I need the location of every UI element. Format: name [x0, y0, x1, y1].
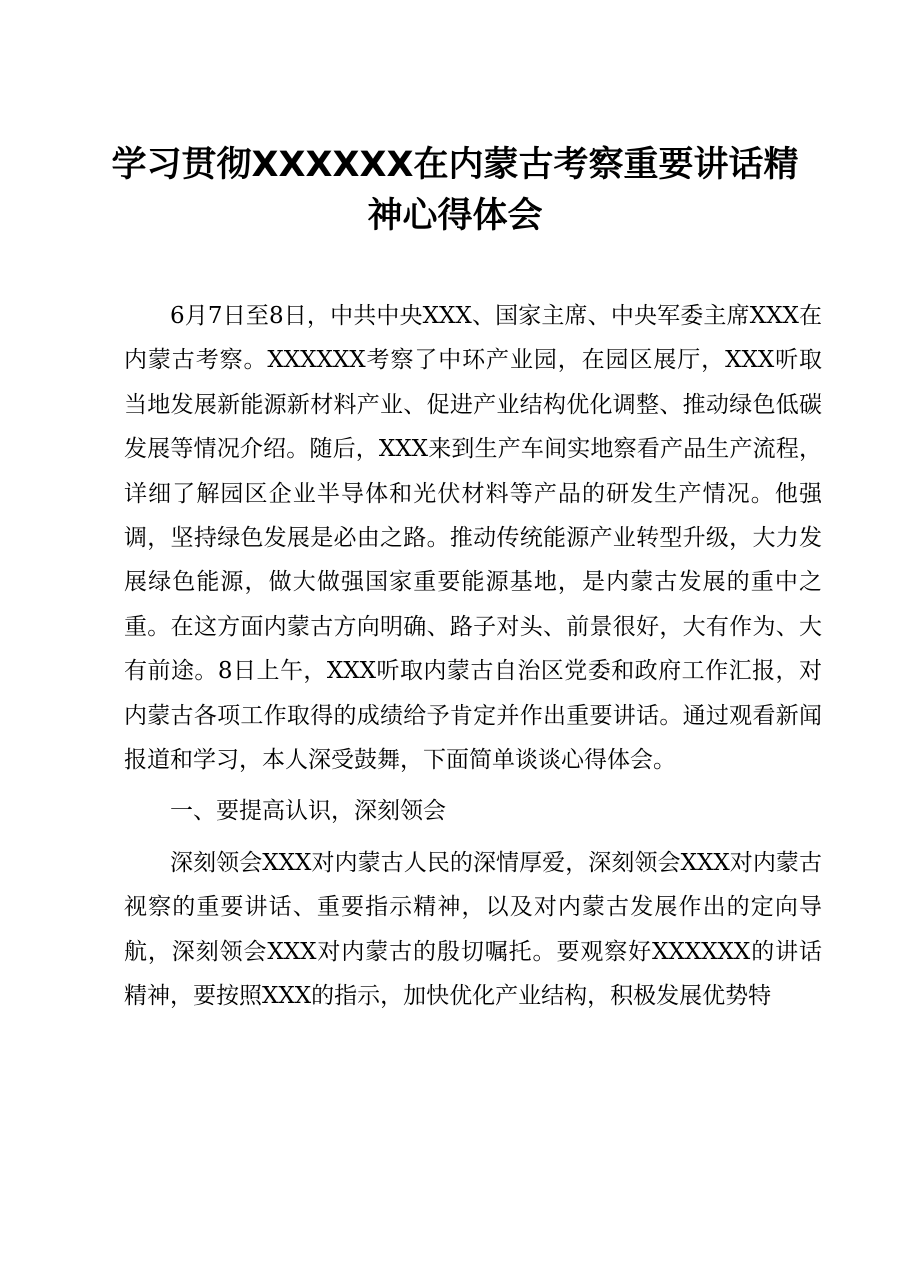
document-body: [124, 294, 822, 1019]
section-paragraph: 深刻领会XXX对内蒙古人民的深情厚爱，深刻领会XXX对内蒙古视察的重要讲话、重要指示精神，以及对内蒙古发展作出的定向导航，深刻领会XXX对内蒙古的殷切嘱托。要观察好XXXXXX的讲话精神，要按照XXX的指示，加快优化产业结构，积极发展优势特: [124, 849, 822, 1010]
section-heading: 一、要提高认识，深刻领会: [170, 798, 446, 825]
intro-paragraph: 6月7日至8日，中共中央XXX、国家主席、中央军委主席XXX在内蒙古考察。XXXXXX考察了中环产业园，在园区展厅，XXX听取当地发展新能源新材料产业、促进产业结构优化调整、推动绿色低碳发展等情况介绍。随后，XXX来到生产车间实地察看产品生产流程，详细了解园区企业半导体和光伏材料等产品的研发生产情况。他强调，坚持绿色发展是必由之路。推动传统能源产业转型升级，大力发展绿色能源，做大做强国家重要能源基地，是内蒙古发展的重中之重。在这方面内蒙古方向明确、路子对头、前景很好，大有作为、大有前途。8日上午，XXX听取内蒙古自治区党委和政府工作汇报，对内蒙古各项工作取得的成绩给予肯定并作出重要讲话。通过观看新闻报道和学习，本人深受鼓舞，下面简单谈谈心得体会。: [124, 303, 822, 774]
document-title: 学习贯彻XXXXXX在内蒙古考察重要讲话精神心得体会: [111, 145, 799, 236]
